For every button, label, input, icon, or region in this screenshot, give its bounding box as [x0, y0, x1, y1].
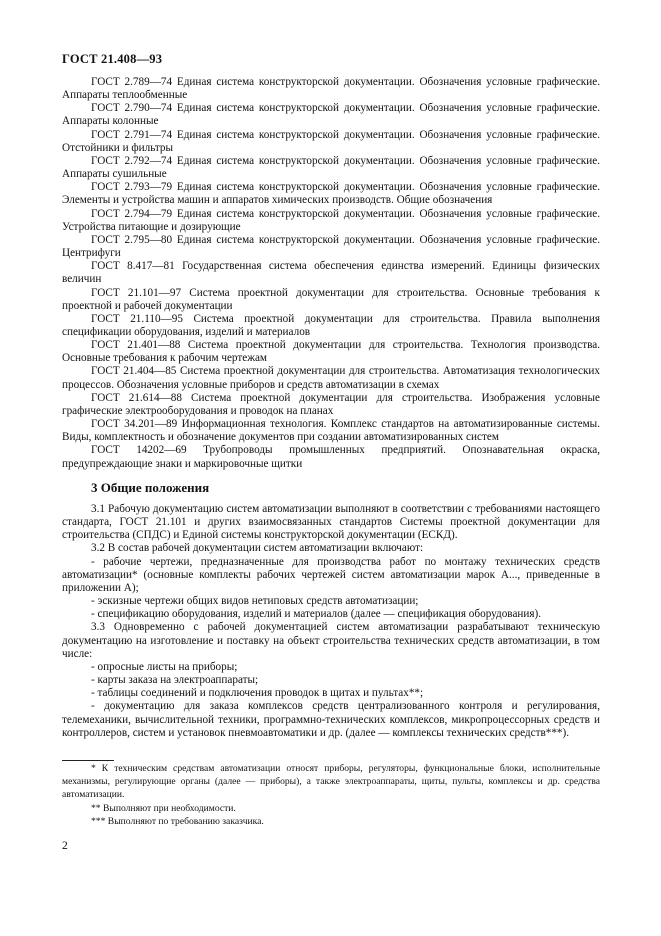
list-item: - спецификацию оборудования, изделий и материалов (далее — спецификация оборудования).	[91, 608, 542, 621]
section-title: 3 Общие положения	[91, 480, 210, 495]
reference-item: ГОСТ 2.795—80 Единая система конструкторской документации. Обозначения условные графические. Центрифуги	[62, 233, 600, 260]
reference-item: ГОСТ 2.791—74 Единая система конструкторской документации. Обозначения условные графические. Отстойники и фильтры	[62, 128, 600, 154]
reference-item: ГОСТ 2.794—79 Единая система конструкторской документации. Обозначения условные графические. Устройства питающие и дозирующие	[62, 207, 600, 233]
footnote: ** Выполняют при необходимости.	[91, 802, 236, 814]
footnote-divider	[62, 760, 114, 761]
reference-item: ГОСТ 21.110—95 Система проектной документации для строительства. Правила выполнения спецификации оборудования, изделий и материалов	[62, 312, 600, 338]
reference-item: ГОСТ 21.401—88 Система проектной документации для строительства. Технология производства. Основные требования к рабочим чертежам	[62, 339, 600, 365]
footnotes	[62, 762, 600, 828]
reference-item: ГОСТ 2.789—74 Единая система конструкторской документации. Обозначения условные графические. Аппараты теплообменные	[62, 76, 600, 102]
footnote: *** Выполняют по требованию заказчика.	[91, 815, 264, 827]
normative-references	[62, 76, 600, 471]
section-paragraph: 3.3 Одновременно с рабочей документацией систем автоматизации разрабатывают техническую документацию на изготовление и поставку на объект строительства технических средств автоматизации, в том числе:	[62, 621, 600, 660]
page-number: 2	[62, 840, 68, 852]
list-item: - таблицы соединений и подключения проводок в щитах и пультах**;	[91, 687, 424, 700]
reference-item: ГОСТ 2.792—74 Единая система конструкторской документации. Обозначения условные графические. Аппараты сушильные	[62, 154, 600, 181]
footnote: * К техническим средствам автоматизации относят приборы, регуляторы, функциональные блоки, исполнительные механизмы, регулирующие органы (далее — приборы), а также электроаппараты, щиты, пульты, комплексы и др. средства автоматизации.	[62, 763, 600, 801]
list-item: - эскизные чертежи общих видов нетиповых средств автоматизации;	[91, 595, 419, 608]
section-paragraph: 3.1 Рабочую документацию систем автоматизации выполняют в соответствии с требованиями настоящего стандарта, ГОСТ 21.101 и других взаимосвязанных стандартов Системы проектной документации для строительства (СПДС) и Единой системы конструкторской документации (ЕСКД).	[62, 503, 600, 542]
reference-item: ГОСТ 8.417—81 Государственная система обеспечения единства измерений. Единицы физических величин	[62, 260, 600, 286]
reference-item: ГОСТ 14202—69 Трубопроводы промышленных предприятий. Опознавательная окраска, предупреждающие знаки и маркировочные щитки	[62, 444, 600, 470]
list-item: - документацию для заказа комплексов средств централизованного контроля и регулирования, телемеханики, вычислительной техники, программно-технических комплексов, микропроцессорных средств и контроллеров, систем и установок пневмоавтоматики и др. (далее — комплексы технических средств***).	[62, 700, 600, 739]
section-paragraph: 3.2 В состав рабочей документации систем автоматизации включают:	[91, 542, 424, 555]
reference-item: ГОСТ 34.201—89 Информационная технология. Комплекс стандартов на автоматизированные системы. Виды, комплектность и обозначение документов при создании автоматизированных систем	[62, 418, 600, 444]
reference-item: ГОСТ 21.614—88 Система проектной документации для строительства. Изображения условные графические электрооборудования и проводок на планах	[62, 391, 600, 417]
list-item: - карты заказа на электроаппараты;	[91, 674, 259, 687]
reference-item: ГОСТ 21.404—85 Система проектной документации для строительства. Автоматизация технологических процессов. Обозначения условные приборов и средств автоматизации в схемах	[62, 365, 600, 391]
reference-item: ГОСТ 2.793—79 Единая система конструкторской документации. Обозначения условные графические. Элементы и устройства машин и аппаратов химических производств. Общие обозначения	[62, 181, 600, 207]
reference-item: ГОСТ 21.101—97 Система проектной документации для строительства. Основные требования к проектной и рабочей документации	[62, 286, 600, 312]
section-body	[62, 503, 600, 740]
document-header: ГОСТ 21.408—93	[62, 52, 163, 66]
reference-item: ГОСТ 2.790—74 Единая система конструкторской документации. Обозначения условные графические. Аппараты колонные	[62, 102, 600, 128]
list-item: - рабочие чертежи, предназначенные для производства работ по монтажу технических средств автоматизации* (основные комплекты рабочих чертежей систем автоматизации марок А..., приведенные в приложении А);	[62, 555, 600, 594]
list-item: - опросные листы на приборы;	[91, 660, 238, 673]
